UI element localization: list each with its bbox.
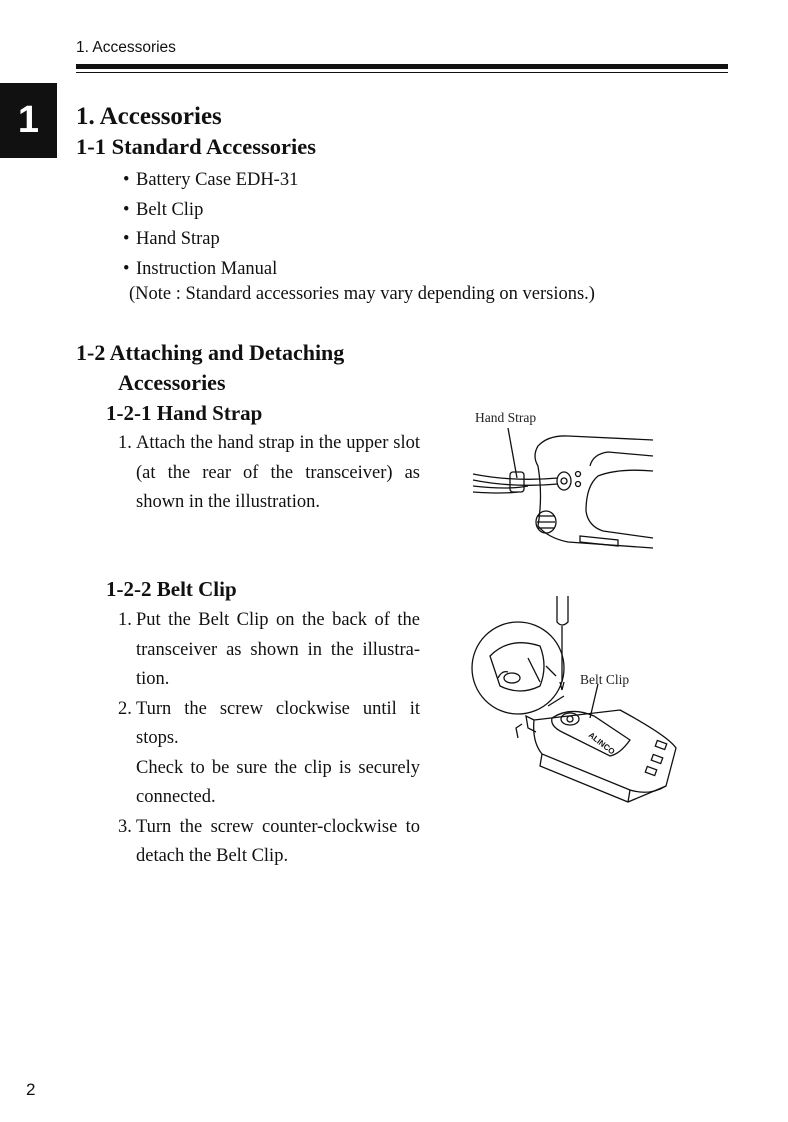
belt-clip-steps bbox=[118, 606, 420, 872]
attaching-heading: 1-2 Attaching and Detaching bbox=[76, 340, 345, 365]
hand-strap-steps bbox=[118, 429, 420, 518]
belt-clip-figure-label: Belt Clip bbox=[580, 672, 630, 687]
header-rule-thick bbox=[76, 64, 728, 69]
standard-accessories-heading: 1-1 Standard Accessories bbox=[76, 134, 316, 159]
list-item: • Hand Strap bbox=[123, 225, 298, 255]
step: 3. Turn the screw counter-clockwise to detach the Belt Clip. bbox=[118, 816, 420, 866]
belt-clip-illustration bbox=[470, 596, 682, 806]
hand-strap-illustration bbox=[468, 426, 660, 556]
section-title: 1. Accessories bbox=[76, 103, 222, 130]
bullet-icon: • bbox=[123, 199, 130, 220]
belt-clip-heading: 1-2-2 Belt Clip bbox=[106, 577, 237, 601]
attaching-heading-continued: Accessories bbox=[118, 370, 226, 395]
list-item: • Belt Clip bbox=[123, 196, 298, 226]
header-rule-thin bbox=[76, 72, 728, 73]
list-item: • Battery Case EDH-31 bbox=[123, 166, 298, 196]
clip-brand-logo: ALINCO bbox=[586, 730, 617, 757]
running-header: 1. Accessories bbox=[76, 39, 176, 56]
chapter-tab: 1 bbox=[0, 83, 57, 158]
bullet-icon: • bbox=[123, 229, 130, 250]
bullet-icon: • bbox=[123, 258, 130, 279]
versions-note: (Note : Standard accessories may vary depending on versions.) bbox=[129, 284, 595, 304]
page-number: 2 bbox=[26, 1080, 36, 1099]
step: 2. Turn the screw clockwise until it stops. Check to be sure the clip is securely connected. bbox=[118, 698, 420, 807]
bullet-icon: • bbox=[123, 170, 130, 190]
step: 1. Attach the hand strap in the upper slot (at the rear of the transceiver) as shown in the illustration. bbox=[118, 433, 420, 512]
list-item: • Instruction Manual bbox=[123, 255, 298, 285]
hand-strap-figure-label: Hand Strap bbox=[475, 410, 537, 425]
step: 1. Put the Belt Clip on the back of the transceiver as shown in the illustra- tion. bbox=[118, 610, 420, 689]
standard-accessories-list bbox=[123, 166, 298, 284]
hand-strap-heading: 1-2-1 Hand Strap bbox=[106, 401, 263, 425]
